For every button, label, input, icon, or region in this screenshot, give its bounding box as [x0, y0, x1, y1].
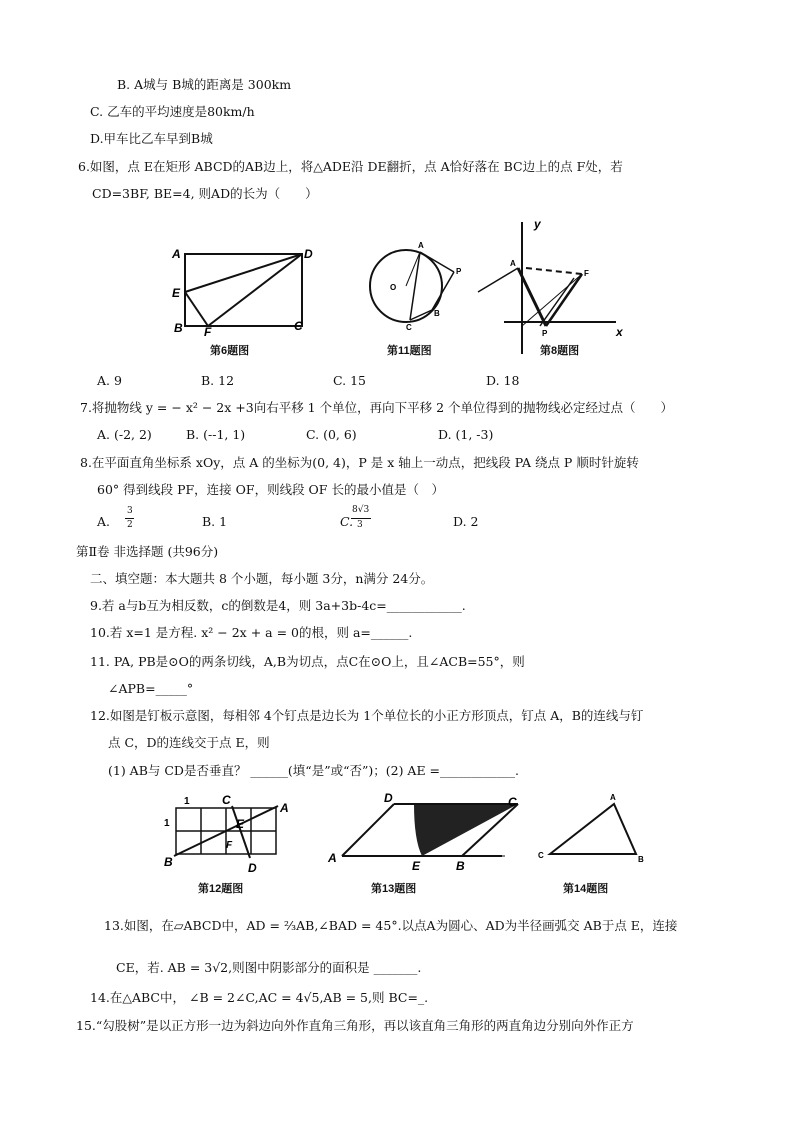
q12-line1: 12.如图是钉板示意图，每相邻 4个钉点是边长为 1个单位长的小正方形顶点，钉点 A，B的连线与钉 [90, 708, 644, 723]
label-e: E [236, 817, 245, 831]
label-x: x [616, 325, 623, 339]
segment-fd [208, 254, 302, 326]
q8-option-b: B. 1 [202, 514, 228, 529]
q11-line2: ∠APB=_____° [108, 681, 194, 696]
fig14-caption: 第14题图 [563, 883, 609, 895]
q6-stem-line1: 6.如图，点 E在矩形 ABCD的AB边上，将△ADE沿 DE翻折，点 A恰好落在 BC边上的点 F处，若 [78, 159, 623, 174]
fig13-caption: 第13题图 [371, 883, 417, 895]
label-c: C [222, 794, 231, 807]
label-f: F [226, 840, 233, 851]
q11-line1: 11. PA, PB是⊙O的两条切线，A,B为切点，点C在⊙O上，且∠ACB=55°，则 [90, 654, 525, 669]
fold-line-de [185, 254, 302, 292]
q7-option-c: C. (0, 6) [306, 427, 357, 442]
label-p: P [542, 329, 548, 338]
q8-option-a-denominator: 2 [127, 520, 133, 530]
label-b: B [174, 321, 183, 335]
label-a: A [610, 793, 616, 802]
segment-cd [232, 806, 250, 858]
figure-11 [362, 236, 472, 336]
fig12-caption: 第12题图 [198, 883, 244, 895]
label-a: A [328, 851, 337, 865]
label-o: O [390, 283, 397, 292]
q13-line2: CE，若. AB = 3√2,则图中阴影部分的面积是 _______. [116, 960, 422, 975]
q8-option-c-numerator: 8√3 [352, 505, 370, 515]
fraction-bar [125, 518, 134, 519]
q7-stem: 7.将抛物线 y = − x² − 2x +3向右平移 1 个单位，再向下平移 2 个单位得到的抛物线必定经过点（ ） [80, 400, 674, 415]
q8-option-d: D. 2 [453, 514, 479, 529]
figure-8 [474, 214, 634, 360]
label-b: B [638, 855, 644, 864]
q15-line1: 15.“勾股树”是以正方形一边为斜边向外作直角三角形，再以该直角三角形的两直角边分别向外作正方 [76, 1018, 634, 1033]
q12-line3: (1) AB与 CD是否垂直？ ______(填“是”或“否”)；(2) AE =____________. [108, 763, 519, 778]
q7-option-d: D. (1, -3) [438, 427, 494, 442]
q13-line1: 13.如图，在▱ABCD中，AD = ⅔AB,∠BAD = 45°.以点A为圆心、AD为半径画弧交 AB于点 E，连接 [104, 918, 678, 933]
figure-14 [532, 790, 652, 870]
label-d: D [304, 247, 313, 261]
q8-option-a-letter: A. [97, 514, 111, 529]
q5-option-d: D.甲车比乙车早到B城 [90, 131, 213, 146]
label-y: y [534, 217, 541, 231]
section-heading: 二、填空题：本大题共 8 个小题，每小题 3分，n满分 24分。 [90, 571, 434, 586]
q8-stem-line1: 8.在平面直角坐标系 xOy，点 A 的坐标为(0, 4)，P 是 x 轴上一动点，把线段 PA 绕点 P 顺时针旋转 [80, 455, 639, 470]
q9: 9.若 a与b互为相反数，c的倒数是4，则 3a+3b-4c=____________. [90, 598, 466, 613]
q5-option-b: B. A城与 B城的距离是 300km [117, 77, 292, 92]
label-e: E [412, 859, 421, 870]
q8-option-c-denominator: 3 [357, 520, 363, 530]
figure-13 [322, 790, 522, 870]
label-e: E [172, 286, 181, 300]
label-c: C [294, 319, 303, 333]
fig6-caption: 第6题图 [210, 345, 250, 357]
label-a: A [280, 801, 289, 815]
label-a: A [510, 259, 516, 268]
fig8-caption: 第8题图 [540, 345, 580, 357]
fig11-caption: 第11题图 [387, 345, 432, 357]
shaded-region [414, 804, 518, 856]
q12-line2: 点 C，D的连线交于点 E，则 [108, 735, 270, 750]
q6-option-c: C. 15 [333, 373, 366, 388]
q6-option-d: D. 18 [486, 373, 520, 388]
label-f: F [584, 269, 589, 278]
label-1: 1 [164, 818, 170, 829]
q7-option-b: B. (--1, 1) [186, 427, 246, 442]
figure-6 [160, 240, 320, 340]
label-a: A [418, 241, 424, 250]
label-1: 1 [184, 796, 190, 807]
label-a: A [172, 247, 181, 261]
fraction-bar [351, 518, 371, 519]
q6-option-b: B. 12 [201, 373, 235, 388]
q8-option-c-letter: C. [340, 514, 354, 529]
label-d: D [248, 861, 257, 875]
segment-ef [185, 292, 208, 326]
label-d: D [384, 791, 393, 805]
label-p: P [456, 267, 462, 276]
label-b: B [164, 855, 173, 869]
q6-option-a: A. 9 [97, 373, 122, 388]
q6-stem-line2: CD=3BF, BE=4, 则AD的长为（ ） [92, 186, 318, 201]
label-b: B [434, 309, 440, 318]
label-f: F [204, 325, 212, 339]
q7-option-a: A. (-2, 2) [97, 427, 152, 442]
q8-option-a-numerator: 3 [127, 506, 133, 516]
label-c: C [538, 851, 544, 860]
label-c: C [508, 795, 517, 809]
q5-option-c: C. 乙车的平均速度是80km/h [90, 104, 255, 119]
label-b: B [456, 859, 465, 870]
part2-title: 第Ⅱ卷 非选择题 (共96分) [76, 544, 219, 559]
q8-stem-line2: 60° 得到线段 PF，连接 OF，则线段 OF 长的最小值是（ ） [97, 482, 444, 497]
q14: 14.在△ABC中， ∠B = 2∠C,AC = 4√5,AB = 5,则 BC=_. [90, 990, 429, 1005]
label-c: C [406, 323, 412, 332]
q10: 10.若 x=1 是方程. x² − 2x + a = 0的根，则 a=______. [90, 625, 413, 640]
figure-12 [160, 794, 300, 876]
